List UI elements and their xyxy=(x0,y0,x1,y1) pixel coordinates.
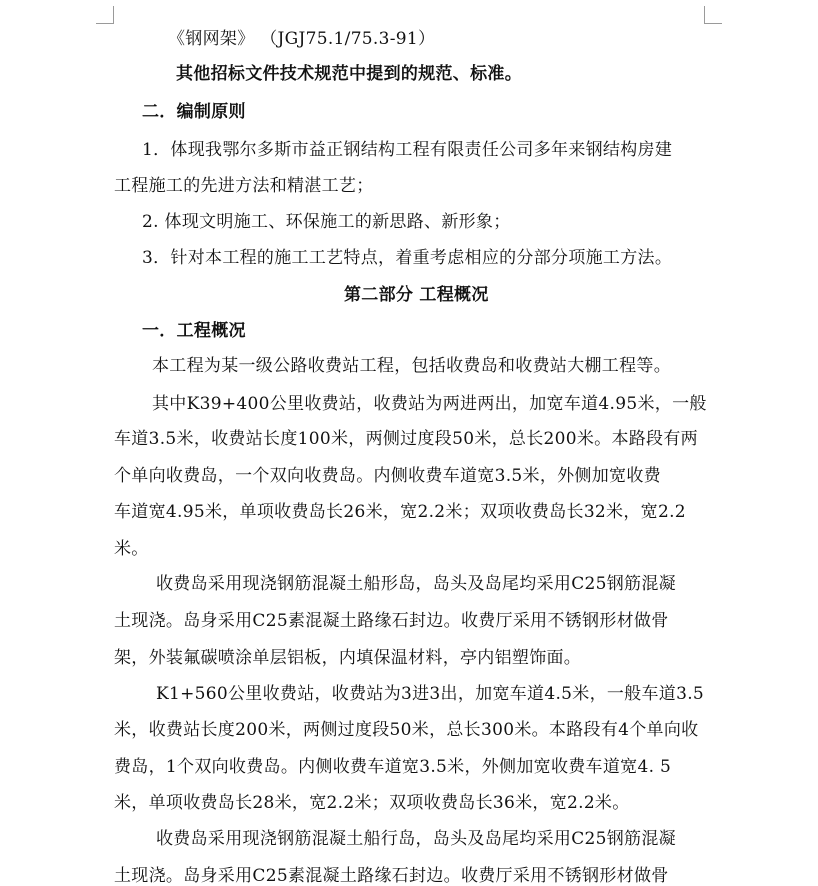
para-k39-line-1: 其中K39+400公里收费站，收费站为两进两出，加宽车道4.95米，一般 xyxy=(152,394,707,414)
island-para-1-line-2: 土现浇。岛身采用C25素混凝土路缘石封边。收费厅采用不锈钢形材做骨 xyxy=(114,611,669,631)
island-para-1-line-1: 收费岛采用现浇钢筋混凝土船形岛，岛头及岛尾均采用C25钢筋混凝 xyxy=(156,574,676,594)
section-heading-overview: 一．工程概况 xyxy=(142,321,246,341)
margin-corner-top-left xyxy=(113,6,114,24)
para-k1-line-3: 费岛，1个双向收费岛。内侧收费车道宽3.5米，外侧加宽收费车道宽4. 5 xyxy=(114,757,672,777)
principle-2: 2. 体现文明施工、环保施工的新思路、新形象； xyxy=(142,212,511,232)
island-para-1-line-3: 架，外装氟碳喷涂单层铝板，内填保温材料，亭内铝塑饰面。 xyxy=(114,648,582,668)
section-heading-principles: 二．编制原则 xyxy=(142,102,246,122)
margin-corner-top-right xyxy=(704,6,705,24)
standard-line-steel-grid: 《钢网架》 （JGJ75.1/75.3-91） xyxy=(168,29,436,49)
margin-corner-top-left-h xyxy=(96,23,114,24)
island-para-2-line-2: 土现浇。岛身采用C25素混凝土路缘石封边。收费厅采用不锈钢形材做骨 xyxy=(114,866,669,886)
other-specs-line: 其他招标文件技术规范中提到的规范、标准。 xyxy=(176,64,522,84)
para-k1-line-1: K1+560公里收费站，收费站为3进3出，加宽车道4.5米，一般车道3.5 xyxy=(156,684,705,704)
para-k1-line-4: 米，单项收费岛长28米，宽2.2米；双项收费岛长36米，宽2.2米。 xyxy=(114,793,630,813)
island-para-2-line-1: 收费岛采用现浇钢筋混凝土船行岛，岛头及岛尾均采用C25钢筋混凝 xyxy=(156,829,676,849)
principle-1-line-2: 工程施工的先进方法和精湛工艺； xyxy=(114,176,374,196)
overview-para-1: 本工程为某一级公路收费站工程，包括收费岛和收费站大棚工程等。 xyxy=(152,356,671,376)
principle-1-line-1: 1．体现我鄂尔多斯市益正钢结构工程有限责任公司多年来钢结构房建 xyxy=(142,140,673,160)
principle-3: 3．针对本工程的施工工艺特点，着重考虑相应的分部分项施工方法。 xyxy=(142,248,673,268)
para-k39-line-2: 车道3.5米，收费站长度100米，两侧过度段50米，总长200米。本路段有两 xyxy=(114,429,698,449)
part-heading-project-overview: 第二部分 工程概况 xyxy=(344,285,489,305)
para-k1-line-2: 米，收费站长度200米，两侧过度段50米，总长300米。本路段有4个单向收 xyxy=(114,720,699,740)
para-k39-line-4: 车道宽4.95米，单项收费岛长26米，宽2.2米；双项收费岛长32米，宽2.2 xyxy=(114,502,686,522)
para-k39-line-5: 米。 xyxy=(114,539,149,559)
para-k39-line-3: 个单向收费岛，一个双向收费岛。内侧收费车道宽3.5米，外侧加宽收费 xyxy=(114,466,661,486)
margin-corner-top-right-h xyxy=(704,23,722,24)
